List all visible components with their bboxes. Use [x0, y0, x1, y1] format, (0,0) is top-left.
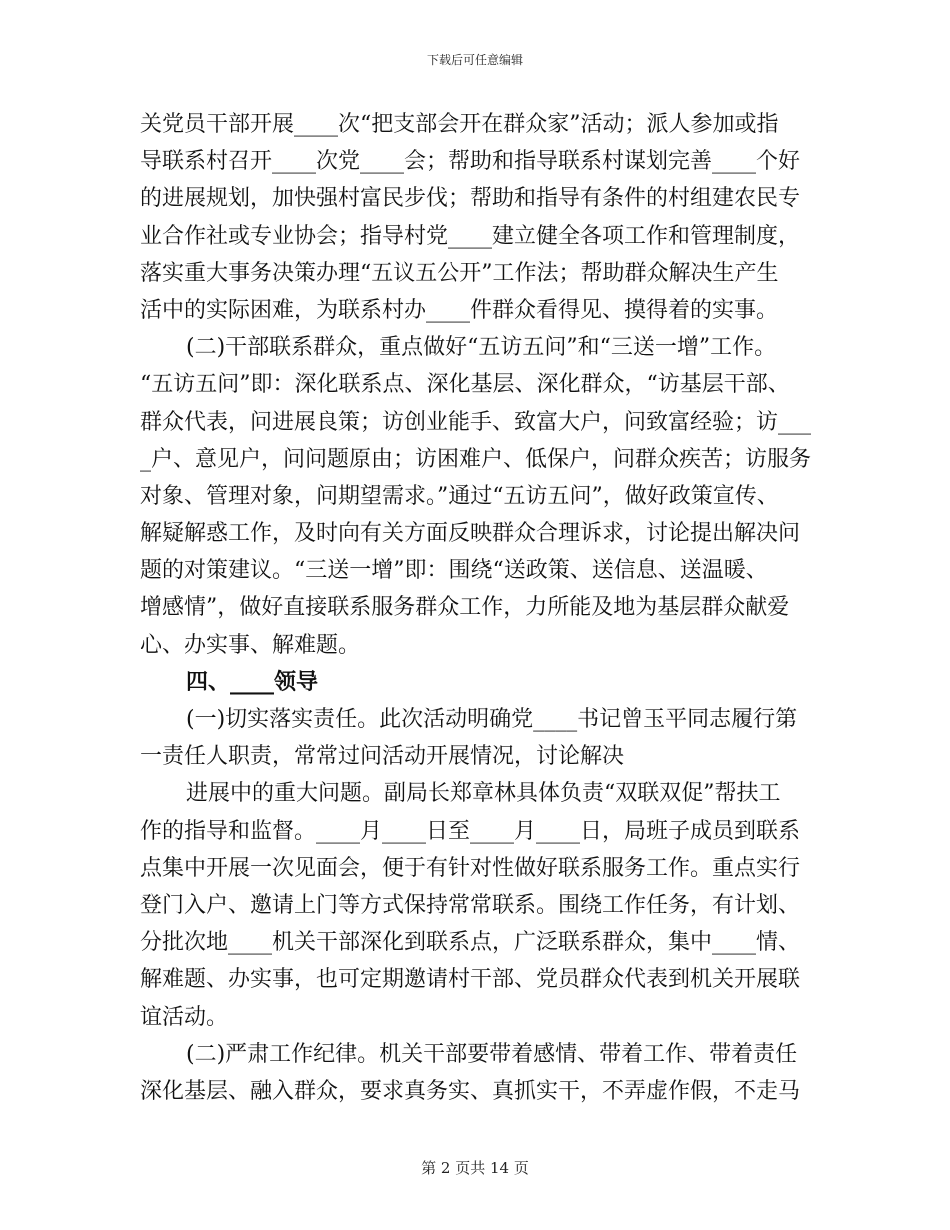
- text-line: 导联系村召开____次党____会；帮助和指导联系村谋划完善____个好: [140, 149, 801, 175]
- text-line: 解疑解惑工作，及时向有关方面反映群众合理诉求，讨论提出解决问: [140, 521, 801, 547]
- text-line: 解难题、办实事，也可定期邀请村干部、党员群众代表到机关开展联: [140, 967, 801, 993]
- section-heading: 四、____领导: [186, 668, 319, 695]
- text-line: 点集中开展一次见面会，便于有针对性做好联系服务工作。重点实行: [140, 855, 801, 881]
- text-line: 谊活动。: [140, 1004, 229, 1030]
- text-line: 分批次地____机关干部深化到联系点，广泛联系群众，集中____情、: [140, 930, 801, 956]
- text-line: 题的对策建议。“三送一增”即：围绕“送政策、送信息、送温暖、: [140, 558, 768, 584]
- text-line: 活中的实际困难，为联系村办____件群众看得见、摸得着的实事。: [140, 297, 779, 323]
- text-line: 作的指导和监督。____月____日至____月____日，局班子成员到联系: [140, 818, 801, 844]
- text-line: 一责任人职责，常常过问活动开展情况，讨论解决: [140, 744, 625, 770]
- page-footer: 第 2 页共 14 页: [421, 1159, 529, 1177]
- text-line: 增感情”，做好直接联系服务群众工作，力所能及地为基层群众献爱: [140, 595, 790, 621]
- text-line: 深化基层、融入群众，要求真务实、真抓实干，不弄虚作假，不走马: [140, 1078, 801, 1104]
- text-line: 业合作社或专业协会；指导村党____建立健全各项工作和管理制度，: [140, 223, 801, 249]
- text-line: _户、意见户，问问题原由；访困难户、低保户，问群众疾苦；访服务: [140, 446, 812, 472]
- text-line: (二)严肃工作纪律。机关干部要带着感情、带着工作、带着责任: [186, 1041, 798, 1067]
- text-line: 对象、管理对象，问期望需求。”通过“五访五问”，做好政策宣传、: [140, 483, 779, 509]
- text-line: 登门入户、邀请上门等方式保持常常联系。围绕工作任务，有计划、: [140, 892, 801, 918]
- text-line: “五访五问”即：深化联系点、深化基层、深化群众，“访基层干部、: [140, 372, 790, 398]
- page-header: 下载后可任意编辑: [426, 53, 523, 67]
- text-line: 进展中的重大问题。副局长郑章林具体负责“双联双促”帮扶工: [186, 781, 781, 807]
- text-line: 关党员干部开展____次“把支部会开在群众家”活动；派人参加或指: [140, 112, 779, 137]
- text-line: 的进展规划，加快强村富民步伐；帮助和指导有条件的村组建农民专: [140, 186, 801, 212]
- text-line: (一)切实落实责任。此次活动明确党____书记曾玉平同志履行第: [186, 707, 798, 732]
- text-line: (二)干部联系群众，重点做好“五访五问”和“三送一增”工作。: [186, 335, 777, 361]
- text-line: 落实重大事务决策办理“五议五公开”工作法；帮助群众解决生产生: [140, 260, 779, 286]
- document-body: [140, 106, 820, 1110]
- text-line: 群众代表，问进展良策；访创业能手、致富大户，问致富经验；访___: [140, 409, 812, 435]
- text-line: 心、办实事、解难题。: [140, 632, 361, 658]
